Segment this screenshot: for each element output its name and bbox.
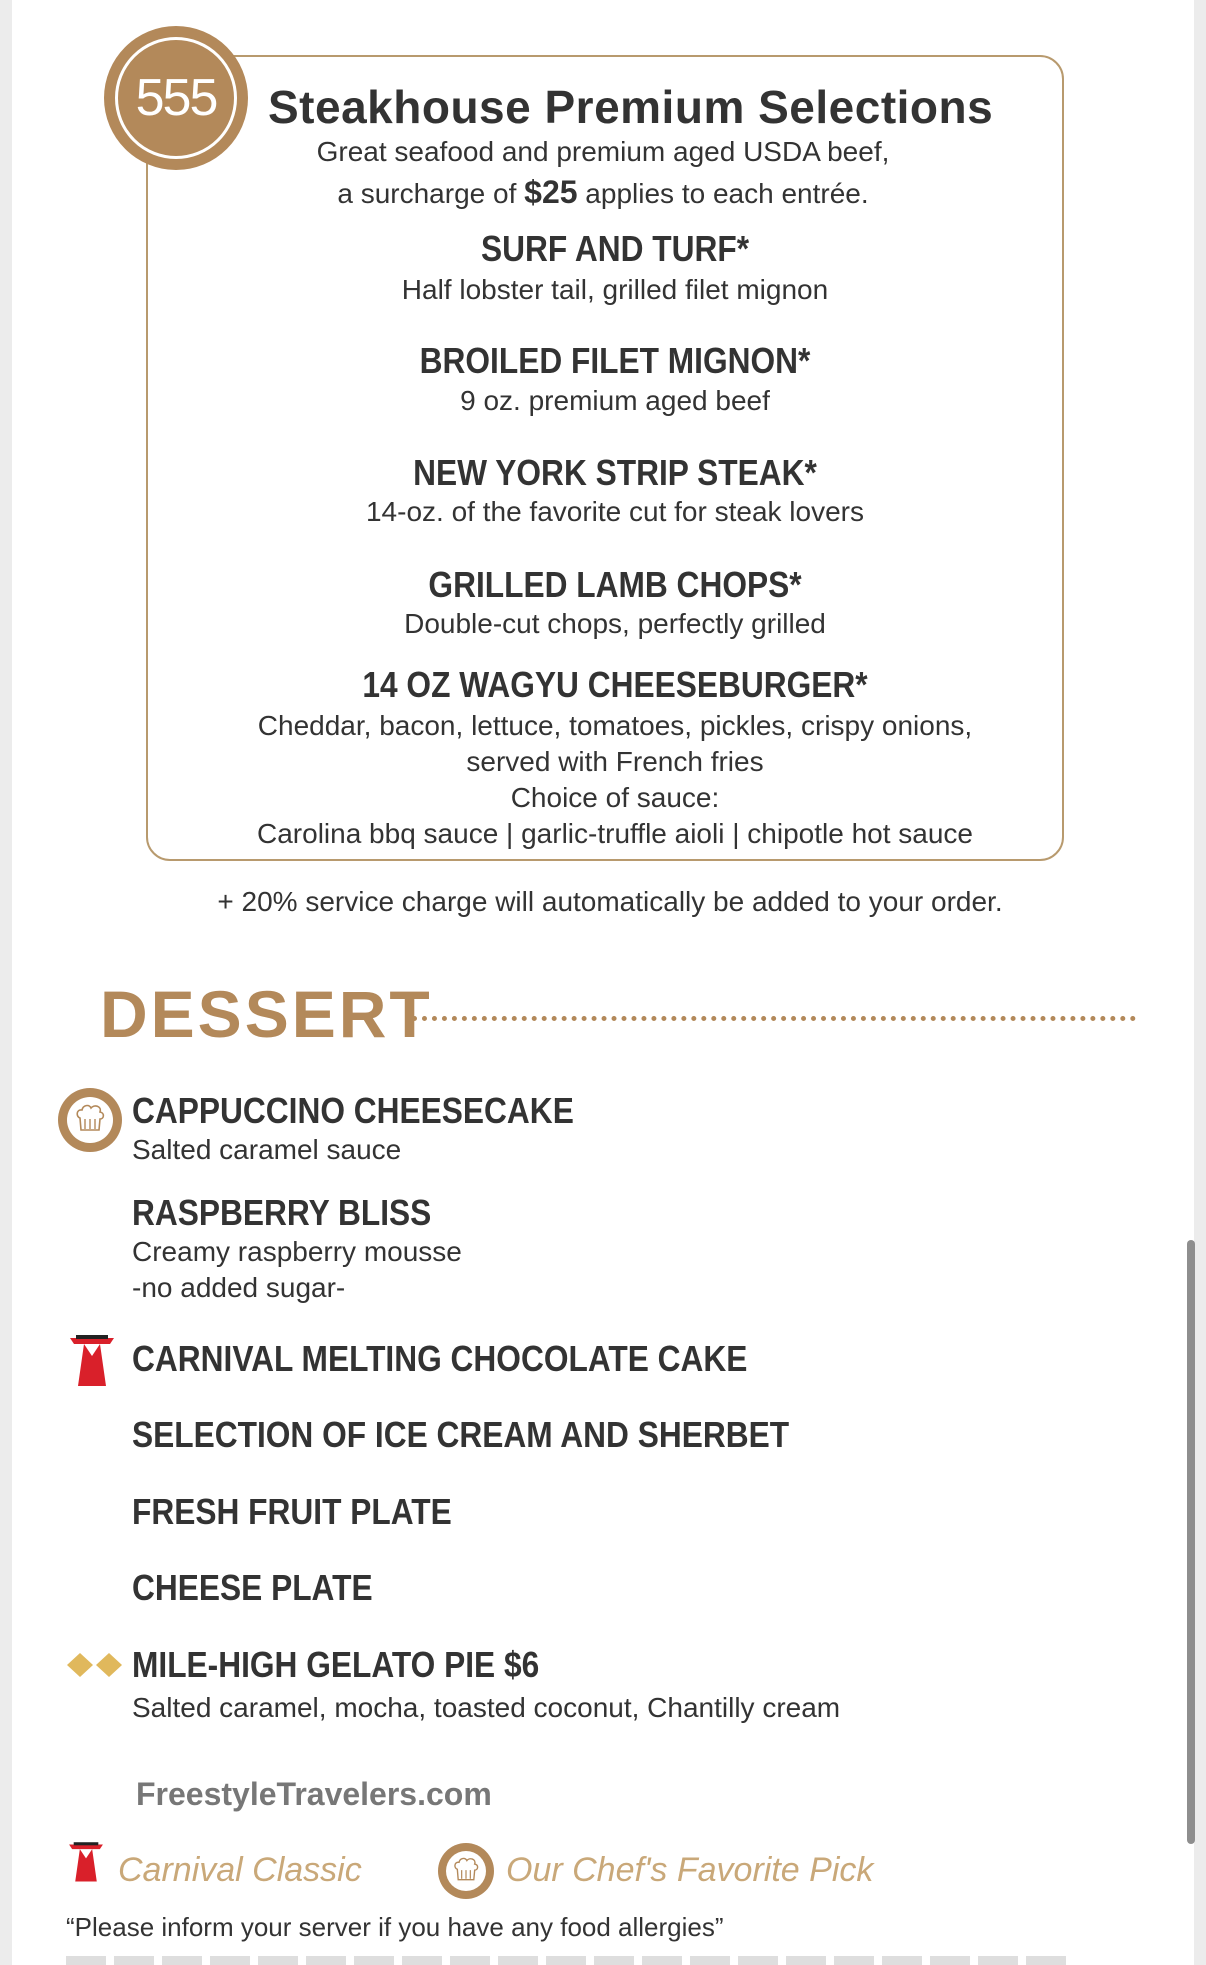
dessert-heading: DESSERT <box>100 977 433 1051</box>
allergy-note: “Please inform your server if you have any food allergies” <box>66 1912 724 1942</box>
service-charge-note: + 20% service charge will automatically be added to your order. <box>217 886 1003 917</box>
surcharge-text-post: applies to each entrée. <box>577 178 869 209</box>
dessert-item-name: SELECTION OF ICE CREAM AND SHERBET <box>132 1414 790 1455</box>
dessert-item-name: CHEESE PLATE <box>132 1567 373 1608</box>
premium-item-desc: served with French fries <box>466 746 764 777</box>
logo-text: 555 <box>135 69 217 127</box>
dessert-item-desc: -no added sugar- <box>132 1272 346 1303</box>
dessert-item-name: MILE-HIGH GELATO PIE $6 <box>132 1644 540 1685</box>
premium-item-desc: Cheddar, bacon, lettuce, tomatoes, pickles, crispy onions, <box>257 710 973 741</box>
dessert-item-name: CAPPUCCINO CHEESECAKE <box>132 1090 574 1131</box>
dessert-item-name: RASPBERRY BLISS <box>132 1192 432 1233</box>
vertical-scrollbar[interactable] <box>1187 1240 1195 1844</box>
double-diamond-icon <box>64 1650 128 1680</box>
premium-item-name: 14 OZ WAGYU CHEESEBURGER* <box>362 664 868 705</box>
premium-item-desc: Double-cut chops, perfectly grilled <box>404 608 826 639</box>
premium-item-desc: 9 oz. premium aged beef <box>460 385 770 416</box>
legend-carnival-classic: Carnival Classic <box>118 1851 362 1889</box>
dessert-item-desc: Creamy raspberry mousse <box>132 1236 462 1267</box>
dessert-item-desc: Salted caramel sauce <box>132 1134 402 1165</box>
premium-subtitle-line2 <box>0 172 1206 214</box>
premium-item-desc: Carolina bbq sauce | garlic-truffle aioli | chipotle hot sauce <box>257 818 973 849</box>
legend-chef-favorite: Our Chef's Favorite Pick <box>506 1851 874 1889</box>
premium-item-name: BROILED FILET MIGNON* <box>419 340 811 381</box>
dessert-item-desc: Salted caramel, mocha, toasted coconut, Chantilly cream <box>132 1692 841 1723</box>
dessert-item-name: FRESH FRUIT PLATE <box>132 1491 452 1532</box>
premium-subtitle-line1: Great seafood and premium aged USDA beef, <box>316 136 890 167</box>
cut-off-text-line <box>66 1956 1066 1965</box>
surcharge-price: $25 <box>524 174 578 210</box>
surcharge-text-pre: a surcharge of <box>337 178 525 209</box>
premium-item-desc: 14-oz. of the favorite cut for steak lovers <box>365 496 864 527</box>
premium-item-name: NEW YORK STRIP STEAK* <box>413 452 817 493</box>
chef-hat-icon <box>58 1088 122 1152</box>
carnival-classic-legend-icon <box>66 1840 106 1886</box>
carnival-classic-icon <box>66 1334 118 1390</box>
premium-item-name: GRILLED LAMB CHOPS* <box>428 564 802 605</box>
dessert-dotted-rule <box>412 1016 1136 1021</box>
premium-item-desc: Choice of sauce: <box>510 782 720 813</box>
site-watermark: FreestyleTravelers.com <box>136 1776 492 1812</box>
premium-item-desc: Half lobster tail, grilled filet mignon <box>401 274 829 305</box>
chef-favorite-legend-icon <box>438 1843 494 1899</box>
premium-title: Steakhouse Premium Selections <box>268 81 994 133</box>
dessert-item-name: CARNIVAL MELTING CHOCOLATE CAKE <box>132 1338 748 1379</box>
premium-item-name: SURF AND TURF* <box>480 228 750 269</box>
